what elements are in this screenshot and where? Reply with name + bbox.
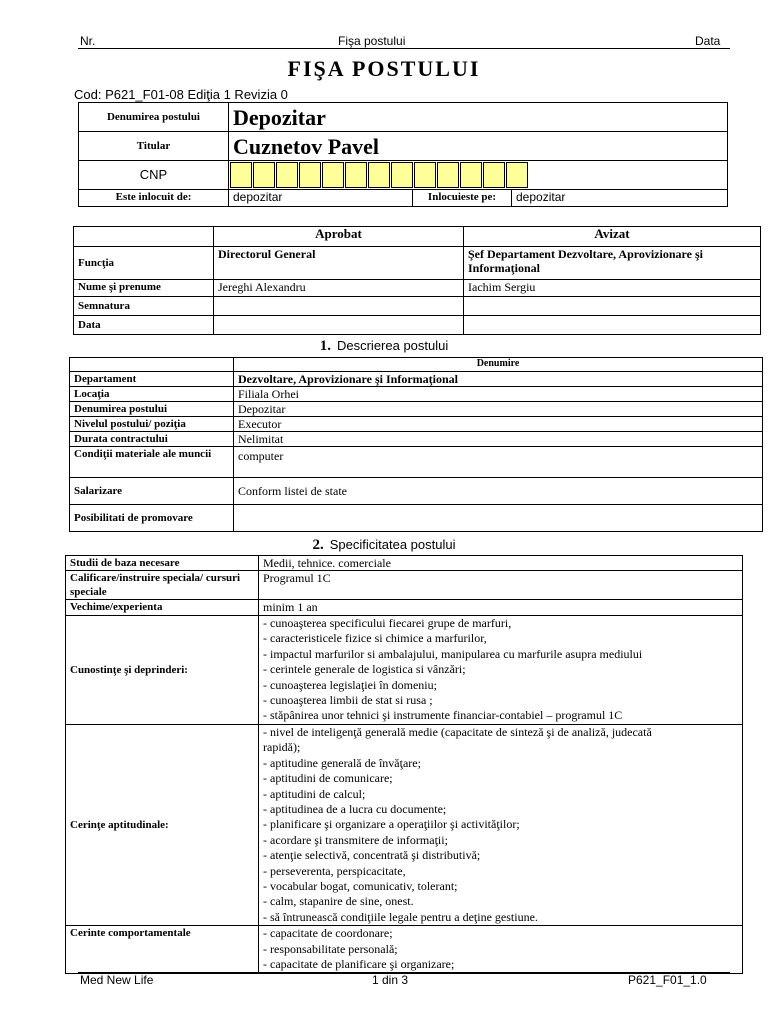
header-nr: Nr. — [80, 34, 96, 48]
cnp-boxes — [229, 161, 728, 190]
approval-table — [73, 226, 761, 335]
holder-value: Cuznetov Pavel — [229, 132, 728, 161]
aptitude-item: rapidă); — [263, 740, 301, 755]
s1-value-contract: Nelimitat — [234, 432, 763, 447]
section1-title: Descrierea postului — [336, 338, 449, 353]
job-description-table — [69, 357, 763, 532]
knowledge-item: - cerintele generale de logistica si vânzări; — [263, 662, 466, 677]
s2-label-behavior: Cerinte comportamentale — [66, 926, 259, 973]
header-date: Data — [695, 34, 721, 48]
job-specification-table — [65, 555, 743, 974]
s1-value-department: Dezvoltare, Aprovizionare şi Informaţional — [234, 372, 763, 387]
s1-value-post: Depozitar — [234, 402, 763, 417]
s1-value-level: Executor — [234, 417, 763, 432]
section2-heading — [0, 537, 768, 554]
post-value: Depozitar — [229, 103, 728, 132]
aptitude-item: - calm, stapanire de sine, onest. — [263, 894, 414, 909]
knowledge-item: - cunoaşterea specificului fiecarei grupe de marfuri, — [263, 616, 512, 630]
knowledge-item: - stăpânirea unor tehnici şi instrumente financiar-contabiel – programul 1C — [263, 708, 623, 723]
identity-table — [78, 102, 728, 207]
s2-label-studies: Studii de baza necesare — [66, 556, 259, 571]
aptitude-item: - acordare şi transmitere de informaţii; — [263, 832, 448, 847]
col-denumire: Denumire — [234, 358, 763, 372]
cnp-digit — [437, 162, 459, 188]
cnp-digit — [506, 162, 528, 188]
s2-label-training: Calificare/instruire speciala/ cursuri speciale — [66, 571, 259, 600]
aptitude-item: - vocabular bogat, comunicativ, tolerant; — [263, 879, 458, 894]
s2-value-studies: Medii, tehnice. comerciale — [259, 556, 743, 571]
section2-title: Specificitatea postului — [329, 537, 456, 552]
s1-label-department: Departament — [70, 372, 234, 387]
name-label: Nume şi prenume — [74, 280, 214, 297]
cnp-digit — [414, 162, 436, 188]
date-approved — [214, 316, 464, 335]
behavior-list — [263, 926, 738, 972]
s1-label-level: Nivelul postului/ poziţia — [70, 417, 234, 432]
aptitude-item: - aptitudinea de a lucra cu documente; — [263, 802, 447, 817]
cnp-digit — [483, 162, 505, 188]
section1-heading — [0, 338, 768, 355]
signature-endorsed — [464, 297, 761, 316]
aptitude-item: - aptitudine generală de învăţare; — [263, 755, 421, 770]
function-label: Funcţia — [74, 247, 214, 280]
cnp-digit — [368, 162, 390, 188]
document-code: Cod: P621_F01-08 Ediţia 1 Revizia 0 — [74, 87, 288, 102]
aptitude-item: - nivel de inteligenţă generală medie (capacitate de sinteză şi de analiză, judecată — [263, 725, 652, 739]
function-approved: Directorul General — [214, 247, 464, 280]
cnp-digit — [345, 162, 367, 188]
cnp-label: CNP — [79, 161, 229, 190]
header-rule — [78, 48, 730, 49]
signature-approved — [214, 297, 464, 316]
cnp-digit — [276, 162, 298, 188]
behavior-item: - responsabilitate personală; — [263, 941, 398, 956]
holder-label: Titular — [79, 132, 229, 161]
cnp-digit — [230, 162, 252, 188]
knowledge-item: - impactul marfurilor si ambalajului, manipularea cu marfurile asupra mediului — [263, 646, 643, 661]
section1-number: 1. — [319, 338, 331, 354]
aptitude-item: - aptitudini de calcul; — [263, 786, 366, 801]
s2-knowledge-cell — [259, 616, 743, 725]
knowledge-list — [263, 616, 738, 724]
s1-label-conditions: Condiţii materiale ale muncii — [70, 447, 234, 478]
s2-label-aptitudes: Cerinţe aptitudinale: — [66, 725, 259, 926]
s2-label-knowledge: Cunostinţe şi deprinderi: — [66, 616, 259, 725]
replaced-by-value: depozitar — [229, 190, 413, 207]
knowledge-item: - cunoaşterea legislaţiei în domeniu; — [263, 677, 437, 692]
footer-form-code: P621_F01_1.0 — [628, 973, 707, 987]
behavior-item: - capacitate de coordonare; — [263, 926, 393, 941]
date-endorsed — [464, 316, 761, 335]
s1-value-location: Filiala Orhei — [234, 387, 763, 402]
replaces-value: depozitar — [512, 190, 728, 207]
footer-company: Med New Life — [80, 973, 154, 987]
knowledge-item: - caracteristicele fizice si chimice a marfurilor, — [263, 631, 487, 646]
signature-label: Semnatura — [74, 297, 214, 316]
s1-label-contract: Durata contractului — [70, 432, 234, 447]
s1-value-conditions: computer — [234, 447, 763, 478]
behavior-item: - capacitate de planificare şi organizare; — [263, 957, 455, 972]
function-endorsed: Şef Departament Dezvoltare, Aprovizionare şi Informaţional — [464, 247, 761, 280]
aptitude-item: - aptitudini de comunicare; — [263, 771, 393, 786]
section2-number: 2. — [312, 537, 324, 553]
s2-value-training: Programul 1C — [259, 571, 743, 600]
s1-label-post: Denumirea postului — [70, 402, 234, 417]
col-endorsed: Avizat — [464, 227, 761, 247]
s1-label-salary: Salarizare — [70, 478, 234, 505]
post-label: Denumirea postului — [79, 103, 229, 132]
name-endorsed: Iachim Sergiu — [464, 280, 761, 297]
s2-label-experience: Vechime/experienta — [66, 600, 259, 616]
s1-value-salary: Conform listei de state — [234, 478, 763, 505]
footer-page-number: 1 din 3 — [372, 973, 409, 987]
cnp-digit — [460, 162, 482, 188]
date-label: Data — [74, 316, 214, 335]
s1-label-location: Locaţia — [70, 387, 234, 402]
aptitude-item: - să întrunească condiţiile legale pentru a deţine gestiune. — [263, 909, 538, 924]
aptitude-item: - perseverenta, perspicacitate, — [263, 863, 406, 878]
knowledge-item: - cunoaşterea limbii de stat si rusa ; — [263, 693, 433, 708]
s2-aptitudes-cell — [259, 725, 743, 926]
cnp-digit — [391, 162, 413, 188]
aptitude-item: - atenţie selectivă, concentrată şi distributivă; — [263, 848, 481, 863]
aptitude-item: - planificare şi organizare a operaţiilor şi activităţilor; — [263, 817, 520, 832]
col-approved: Aprobat — [214, 227, 464, 247]
cnp-digit — [322, 162, 344, 188]
replaced-by-label: Este inlocuit de: — [79, 190, 229, 207]
s2-behavior-cell — [259, 926, 743, 973]
s2-value-experience: minim 1 an — [259, 600, 743, 616]
cnp-digit — [253, 162, 275, 188]
page-title: FIŞA POSTULUI — [287, 56, 481, 81]
replaces-label: Inlocuieste pe: — [413, 190, 512, 207]
cnp-digit — [299, 162, 321, 188]
s1-label-promotion: Posibilitati de promovare — [70, 505, 234, 532]
aptitudes-list — [263, 725, 738, 925]
header-doc-name: Fişa postului — [338, 34, 406, 48]
name-approved: Jereghi Alexandru — [214, 280, 464, 297]
s1-value-promotion — [234, 505, 763, 532]
